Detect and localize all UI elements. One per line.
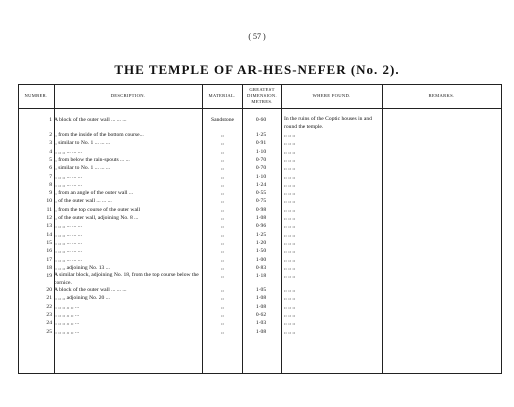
row-material: ,, — [221, 156, 224, 163]
table-row — [18, 311, 502, 319]
row-number: 24 — [46, 320, 52, 327]
row-description: ,, from the top course of the outer wall — [54, 206, 141, 213]
row-number: 19 — [46, 273, 52, 280]
row-where-found: ,, ,, ,, — [284, 239, 296, 246]
row-material: ,, — [221, 287, 224, 294]
row-where-found: ,, ,, ,, — [284, 328, 296, 335]
table-row — [18, 214, 502, 222]
row-material: ,, — [221, 206, 224, 213]
row-where-found: ,, ,, ,, — [284, 312, 296, 318]
row-number: 16 — [46, 248, 52, 255]
table-row — [18, 206, 502, 214]
header-where-found: WHERE FOUND. — [312, 93, 351, 98]
row-description: ,, ,, ,, ,, ,, ... — [54, 303, 80, 310]
row-description: ,, ,, ,, ... ... ... — [54, 223, 82, 230]
row-material: ,, — [221, 320, 224, 327]
row-dimension: 1·00 — [255, 256, 267, 263]
row-number: 14 — [46, 231, 52, 238]
row-number: 2 — [49, 132, 52, 138]
row-where-found: ,, ,, ,, — [284, 132, 296, 138]
row-where-found: ,, ,, ,, — [284, 273, 296, 280]
row-description: A block of the outer wall ... ... ... — [54, 117, 127, 123]
row-dimension: 1·08 — [255, 295, 267, 302]
row-dimension: 1·03 — [255, 320, 267, 327]
row-dimension: 0·96 — [255, 223, 267, 230]
table-row — [18, 156, 502, 164]
row-description: ,, ,, ,, ... ... ... — [54, 248, 82, 255]
row-dimension: 0·60 — [255, 117, 267, 123]
row-where-found: ,, ,, ,, — [284, 303, 296, 310]
row-dimension: 1·50 — [255, 248, 267, 255]
row-dimension: 1·08 — [255, 215, 267, 221]
row-description: ,, similar to No. 1 ... ... ... — [54, 165, 111, 172]
row-where-found: ,, ,, ,, — [284, 248, 296, 255]
row-where-found: ,, ,, ,, — [284, 223, 296, 230]
header-remarks: REMARKS. — [428, 93, 455, 98]
table-row — [18, 131, 502, 139]
row-material: ,, — [221, 303, 224, 310]
row-where-found: ,, ,, ,, — [284, 320, 296, 327]
row-material: ,, — [221, 328, 224, 335]
row-material: ,, — [221, 215, 224, 221]
row-number: 11 — [46, 206, 52, 213]
row-description: ,, ,, ,, ... ... ... — [54, 148, 82, 155]
row-number: 12 — [46, 215, 52, 221]
row-description: ,, ,, ,, ... ... ... — [54, 256, 82, 263]
row-number: 10 — [46, 198, 52, 205]
table-row — [18, 319, 502, 327]
row-dimension: 1·25 — [255, 132, 267, 138]
table-row — [18, 286, 502, 294]
row-dimension: 0·75 — [255, 198, 267, 205]
row-description: ,, ,, ,, ,, ,, ... — [54, 312, 80, 318]
row-dimension: 0·70 — [255, 156, 267, 163]
row-where-found: ,, ,, ,, — [284, 231, 296, 238]
table-row — [18, 197, 502, 205]
row-where-found: ,, ,, ,, — [284, 215, 296, 221]
table-row — [18, 264, 502, 272]
table-row — [18, 148, 502, 156]
row-number: 3 — [49, 140, 52, 147]
row-dimension: 0·91 — [255, 140, 267, 147]
row-material: ,, — [221, 148, 224, 155]
header-number: NUMBER. — [24, 93, 48, 98]
table-row — [18, 222, 502, 230]
row-dimension: 1·08 — [255, 303, 267, 310]
row-number: 9 — [49, 190, 52, 197]
table-row — [18, 239, 502, 247]
row-material: ,, — [221, 132, 224, 138]
row-dimension: 0·55 — [255, 190, 267, 197]
header-material: MATERIAL. — [208, 93, 236, 98]
row-dimension: 0·83 — [255, 264, 267, 271]
row-dimension: 0·62 — [255, 312, 267, 318]
table-row — [18, 173, 502, 181]
row-dimension: 1·08 — [255, 328, 267, 335]
row-description: ,, ,, ,, ... ... ... — [54, 239, 82, 246]
row-where-found: ,, ,, ,, — [284, 287, 296, 294]
row-material: ,, — [221, 198, 224, 205]
row-dimension: 1·10 — [255, 148, 267, 155]
row-description: A similar block, adjoining No. 18, from the top course below the cornice. — [54, 272, 199, 286]
page-title: THE TEMPLE OF AR-HES-NEFER (No. 2). — [114, 62, 400, 77]
row-where-found: ,, ,, ,, — [284, 206, 296, 213]
row-number: 13 — [46, 223, 52, 230]
row-material: ,, — [221, 248, 224, 255]
header-dimension: GREATEST DIMENSION. METRES. — [247, 87, 277, 104]
row-dimension: 0·70 — [255, 165, 267, 172]
header-bottom-rule — [18, 108, 502, 109]
row-number: 20 — [46, 287, 52, 294]
row-where-found: ,, ,, ,, — [284, 256, 296, 263]
page-number: ( 57 ) — [248, 32, 266, 41]
table-row — [18, 247, 502, 255]
row-description: ,, ,, ,, ,, ,, ... — [54, 320, 80, 327]
row-where-found: ,, ,, ,, — [284, 165, 296, 172]
row-where-found: ,, ,, ,, — [284, 140, 296, 147]
table-row — [18, 256, 502, 264]
row-number: 23 — [46, 312, 52, 318]
row-description: ,, from an angle of the outer wall ... — [54, 190, 134, 197]
row-number: 7 — [49, 173, 52, 180]
row-number: 21 — [46, 295, 52, 302]
table-row — [18, 116, 502, 130]
row-description: ,, ,, ,, ... ... ... — [54, 231, 82, 238]
row-number: 15 — [46, 239, 52, 246]
row-number: 5 — [49, 156, 52, 163]
row-material: ,, — [221, 181, 224, 188]
table-row — [18, 303, 502, 311]
row-description: ,, from the inside of the bottom course... — [54, 132, 144, 138]
row-material: ,, — [221, 256, 224, 263]
row-number: 6 — [49, 165, 52, 172]
catalogue-table — [18, 84, 502, 374]
row-material: ,, — [221, 223, 224, 230]
row-where-found: ,, ,, ,, — [284, 148, 296, 155]
row-dimension: 1·20 — [255, 239, 267, 246]
table-row — [18, 328, 502, 336]
row-description: ,, ,, ,, adjoining No. 20 ... — [54, 295, 110, 302]
row-number: 25 — [46, 328, 52, 335]
table-row — [18, 164, 502, 172]
row-description: ,, ,, ,, ,, ,, ... — [54, 328, 80, 335]
table-top-rule — [18, 84, 502, 85]
row-dimension: 1·05 — [255, 287, 267, 294]
table-row — [18, 294, 502, 302]
row-number: 18 — [46, 264, 52, 271]
row-description: ,, from below the rain-spouts ... ... — [54, 156, 130, 163]
row-dimension: 1·24 — [255, 181, 267, 188]
row-where-found: ,, ,, ,, — [284, 198, 296, 205]
row-where-found: ,, ,, ,, — [284, 173, 296, 180]
row-number: 22 — [46, 303, 52, 310]
row-dimension: 1·18 — [255, 273, 267, 280]
row-material: ,, — [221, 231, 224, 238]
table-row — [18, 181, 502, 189]
row-description: ,, of the outer wall ... ... ... — [54, 198, 112, 205]
row-material: ,, — [221, 140, 224, 147]
row-number: 17 — [46, 256, 52, 263]
row-description: A block of the outer wall ... ... ... — [54, 287, 127, 294]
row-dimension: 0·98 — [255, 206, 267, 213]
table-row — [18, 231, 502, 239]
row-where-found: In the ruins of the Coptic houses in and round the temple. — [284, 116, 372, 130]
row-where-found: ,, ,, ,, — [284, 264, 296, 271]
row-where-found: ,, ,, ,, — [284, 156, 296, 163]
table-row — [18, 189, 502, 197]
header-description: DESCRIPTION. — [110, 93, 146, 98]
row-material: ,, — [221, 239, 224, 246]
row-number: 4 — [49, 148, 52, 155]
row-material: ,, — [221, 295, 224, 302]
row-dimension: 1·10 — [255, 173, 267, 180]
table-row — [18, 272, 502, 286]
table-bottom-rule — [18, 373, 502, 374]
table-row — [18, 139, 502, 147]
row-number: 1 — [49, 117, 52, 123]
row-material: Sandstone — [211, 117, 234, 123]
row-material: ,, — [221, 312, 224, 318]
row-description: ,, ,, ,, adjoining No. 13 ... — [54, 264, 110, 271]
row-where-found: ,, ,, ,, — [284, 181, 296, 188]
row-description: ,, ,, ,, ... ... ... — [54, 173, 82, 180]
row-material: ,, — [221, 165, 224, 172]
row-where-found: ,, ,, ,, — [284, 190, 296, 197]
row-dimension: 1·25 — [255, 231, 267, 238]
row-material: ,, — [221, 190, 224, 197]
row-description: ,, of the outer wall, adjoining No. 8 ... — [54, 215, 139, 221]
row-material: ,, — [221, 173, 224, 180]
row-material: ,, — [221, 273, 224, 280]
row-material: ,, — [221, 264, 224, 271]
row-number: 8 — [49, 181, 52, 188]
row-description: ,, ,, ,, ... ... ... — [54, 181, 82, 188]
row-description: ,, similar to No. 1 ... ... ... — [54, 140, 111, 147]
row-where-found: ,, ,, ,, — [284, 295, 296, 302]
